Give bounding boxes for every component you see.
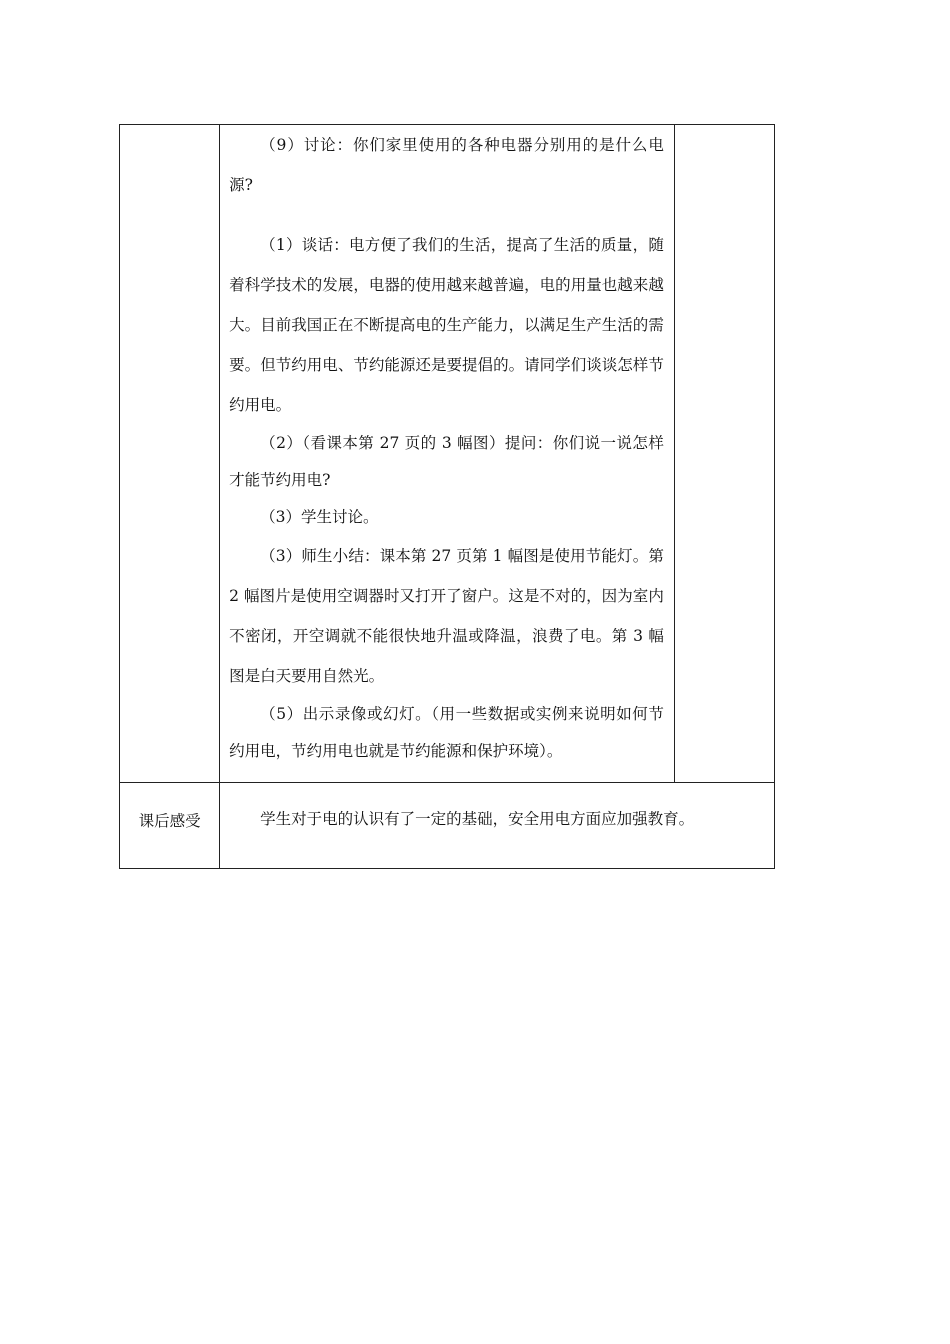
paragraph-summary: （3）师生小结：课本第 27 页第 1 幅图是使用节能灯。第 2 幅图片是使用空调器时又打开了窗户。这是不对的，因为室内不密闭，开空调就不能很快地升温或降温，浪费了电。第 3 幅图是白天要用自然光。 (229, 547, 664, 685)
teaching-content-cell (220, 125, 675, 783)
paragraph-video: （5）出示录像或幻灯。（用一些数据或实例来说明如何节约用电，节约用电也就是节约能源和保护环境）。 (229, 705, 664, 760)
paragraph-discussion: （9）讨论：你们家里使用的各种电器分别用的是什么电源? (229, 136, 664, 194)
right-empty-cell (674, 125, 774, 783)
left-empty-cell (120, 125, 220, 783)
paragraph-question: （2）（看课本第 27 页的 3 幅图）提问：你们说一说怎样才能节约用电? (229, 434, 664, 489)
paragraph-student-discussion: （3）学生讨论。 (260, 508, 379, 526)
lesson-plan-table (119, 124, 775, 869)
reflection-text: 学生对于电的认识有了一定的基础，安全用电方面应加强教育。 (220, 783, 775, 869)
reflection-label: 课后感受 (120, 783, 220, 869)
teaching-process-row (120, 125, 775, 783)
reflection-row (120, 783, 775, 869)
teaching-content (220, 125, 674, 770)
paragraph-talk: （1）谈话：电方便了我们的生活，提高了生活的质量，随着科学技术的发展，电器的使用越来越普遍，电的用量也越来越大。目前我国正在不断提高电的生产能力，以满足生产生活的需要。但节约用电、节约能源还是要提倡的。请同学们谈谈怎样节约用电。 (229, 236, 664, 414)
